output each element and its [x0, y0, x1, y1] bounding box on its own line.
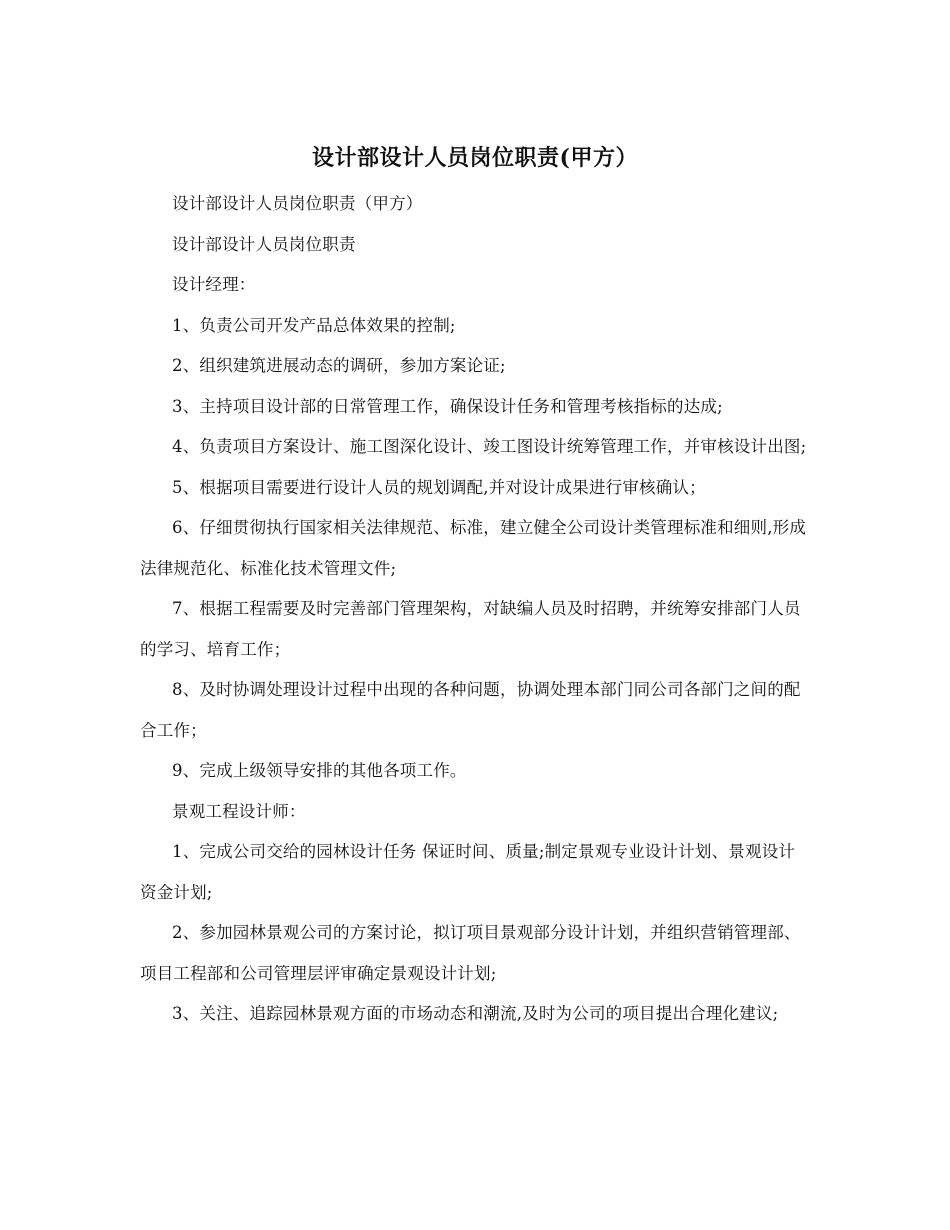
duty-item: 2、参加园林景观公司的方案讨论，拟订项目景观部分设计计划，并组织营销管理部、项目工程部和公司管理层评审确定景观设计计划; [140, 923, 801, 983]
duty-item: 7、根据工程需要及时完善部门管理架构，对缺编人员及时招聘，并统筹安排部门人员的学习、培育工作； [140, 599, 801, 659]
duty-item: 8、及时协调处理设计过程中出现的各种问题，协调处理本部门同公司各部门之间的配合工作； [140, 680, 801, 740]
duty-item: 3、关注、追踪园林景观方面的市场动态和潮流,及时为公司的项目提出合理化建议; [172, 1004, 779, 1023]
duty-item: 2、组织建筑进展动态的调研，参加方案论证; [172, 356, 506, 375]
duty-item: 3、主持项目设计部的日常管理工作，确保设计任务和管理考核指标的达成; [172, 396, 723, 416]
duty-item: 4、负责项目方案设计、施工图深化设计、竣工图设计统筹管理工作，并审核设计出图; [172, 437, 807, 456]
document-body [140, 184, 808, 1035]
duty-item: 1、完成公司交给的园林设计任务 保证时间、质量;制定景观专业设计计划、景观设计资金计划; [140, 842, 796, 902]
paragraph: 设计部设计人员岗位职责 [172, 234, 356, 254]
duty-item: 9、完成上级领导安排的其他各项工作。 [172, 761, 467, 780]
section-heading-landscape-designer: 景观工程设计师： [172, 801, 306, 821]
paragraph: 设计部设计人员岗位职责（甲方） [172, 194, 423, 213]
document-title: 设计部设计人员岗位职责(甲方） [312, 145, 638, 171]
duty-item: 6、仔细贯彻执行国家相关法律规范、标准，建立健全公司设计类管理标准和细则,形成法律规范化、标准化技术管理文件; [140, 518, 807, 578]
section-heading-design-manager: 设计经理： [172, 275, 256, 294]
duty-item: 1、负责公司开发产品总体效果的控制; [172, 315, 456, 335]
duty-item: 5、根据项目需要进行设计人员的规划调配,并对设计成果进行审核确认； [172, 477, 706, 497]
